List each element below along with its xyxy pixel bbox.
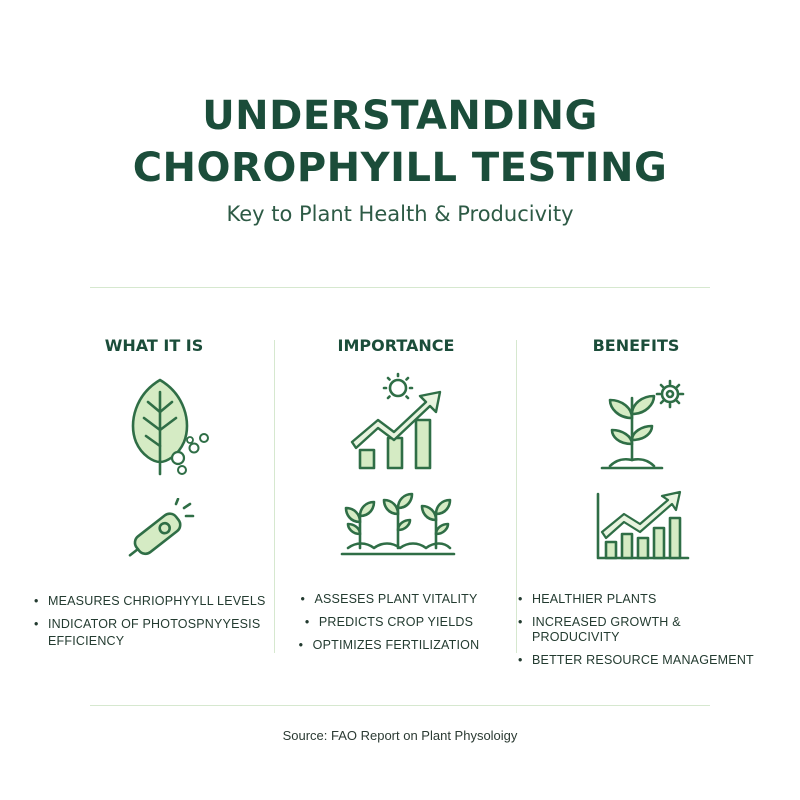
title-line-2: CHOROPHYILL TESTING [132,145,668,191]
bullet-item: • INDICATOR OF PHOTOSPNYYESIS [34,617,261,631]
bullet-continuation: EFFICIENCY [48,634,125,648]
seedling-row-icon [340,486,456,560]
growth-chart-with-sun-icon [344,372,448,476]
rising-bar-chart-icon [592,488,692,564]
importance-column [276,330,516,670]
importance-heading: IMPORTANCE [337,336,455,355]
what-it-is-column [34,330,274,670]
bullet-item: • HEALTHIER PLANTS [518,592,657,606]
bullet-item: • ASSESES PLANT VITALITY [300,592,478,606]
bullet-item: • OPTIMIZES FERTILIZATION [298,638,480,652]
bullet-item: • PREDICTS CROP YIELDS [304,615,474,629]
subtitle: Key to Plant Health & Producivity [226,202,574,226]
what-it-is-heading: WHAT IT IS [104,336,204,355]
leaf-with-particles-icon [122,376,218,476]
benefits-column [516,330,756,670]
benefits-bullets [518,592,772,676]
plant-with-gear-icon [596,374,700,474]
chlorophyll-meter-sensor-icon [118,498,198,562]
bullet-item: • MEASURES CHRIOPHYYLL LEVELS [34,594,266,608]
what-it-is-bullets [34,594,288,657]
top-divider [90,287,710,288]
title-line-1: UNDERSTANDING [202,93,598,139]
bullet-item: • BETTER RESOURCE MANAGEMENT [518,653,754,667]
bullet-item: • INCREASED GROWTH & PRODUCIVITY [518,615,681,644]
source-citation: Source: FAO Report on Plant Physoloigy [282,728,518,743]
benefits-heading: BENEFITS [592,336,680,355]
importance-bullets [276,592,516,661]
bottom-divider [90,705,710,706]
